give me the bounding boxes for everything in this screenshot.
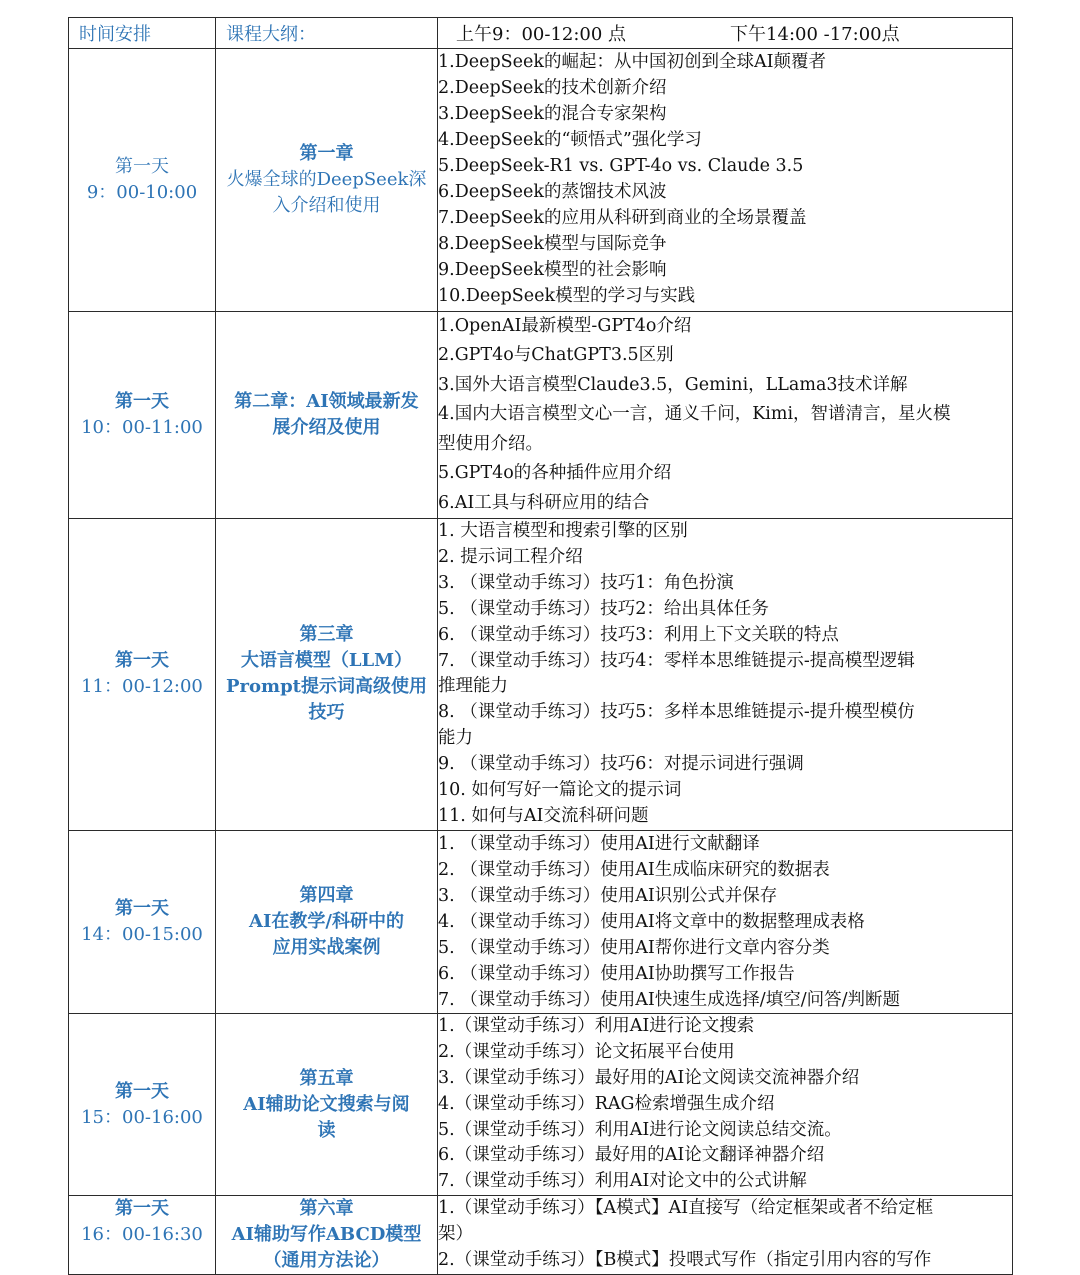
topic-item: 7.（课堂动手练习）利用AI对论文中的公式讲解	[438, 1171, 807, 1192]
topic-item: 推理能力	[438, 676, 508, 697]
chapter-title-line: AI辅助写作ABCD模型	[231, 1224, 422, 1246]
chapter-title-line: 大语言模型（LLM）	[240, 650, 413, 672]
topics-cell	[438, 1196, 1013, 1275]
topic-item: 11. 如何与AI交流科研问题	[438, 805, 649, 826]
chapter-title-line: 应用实战案例	[272, 936, 381, 958]
topic-item: 4.国内大语言模型文心一言，通义千问，Kimi，智谱清言，星火模	[438, 404, 951, 425]
header-session-hours	[438, 18, 1013, 49]
chapter-title-line: 第六章	[299, 1198, 354, 1220]
chapter-cell	[216, 830, 438, 1013]
topic-item: 3.DeepSeek的混合专家架构	[438, 104, 667, 125]
time-cell	[69, 1196, 216, 1275]
topic-item: 2. （课堂动手练习）使用AI生成临床研究的数据表	[438, 859, 830, 880]
topic-item: 6.（课堂动手练习）最好用的AI论文翻译神器介绍	[438, 1145, 825, 1166]
topic-item: 5. （课堂动手练习）使用AI帮你进行文章内容分类	[438, 937, 830, 958]
schedule-row	[69, 1013, 1013, 1195]
afternoon-hours: 下午14:00 -17:00点	[730, 24, 900, 45]
chapter-title-line: AI辅助论文搜索与阅	[243, 1093, 410, 1115]
chapter-title-line: 第二章：AI领域最新发	[234, 391, 419, 412]
day-label: 第一天	[115, 391, 169, 412]
course-schedule-table	[68, 17, 1013, 1275]
topic-item: 3. （课堂动手练习）技巧1：角色扮演	[438, 572, 734, 593]
topic-item: 7. （课堂动手练习）技巧4：零样本思维链提示-提高模型逻辑	[438, 650, 915, 671]
topics-cell	[438, 519, 1013, 831]
topics-cell	[438, 1013, 1013, 1195]
topic-item: 能力	[438, 728, 473, 749]
day-label: 第一天	[115, 1198, 169, 1220]
chapter-title-line: 第一章	[299, 143, 354, 164]
morning-hours: 上午9：00-12:00 点	[456, 24, 627, 45]
chapter-title-line: 读	[317, 1119, 336, 1141]
chapter-cell	[216, 49, 438, 312]
time-cell	[69, 312, 216, 519]
topic-item: 5.（课堂动手练习）利用AI进行论文阅读总结交流。	[438, 1119, 842, 1140]
topic-item: 3.（课堂动手练习）最好用的AI论文阅读交流神器介绍	[438, 1067, 860, 1088]
topic-item: 6. （课堂动手练习）使用AI协助撰写工作报告	[438, 963, 795, 984]
chapter-title-line: 第五章	[299, 1067, 354, 1089]
topic-item: 架）	[438, 1224, 473, 1245]
header-time-label: 时间安排	[69, 18, 216, 49]
time-range: 10：00-11:00	[81, 417, 203, 438]
topic-item: 4.（课堂动手练习）RAG检索增强生成介绍	[438, 1093, 775, 1114]
topic-item: 6. （课堂动手练习）技巧3：利用上下文关联的特点	[438, 624, 839, 645]
schedule-row	[69, 49, 1013, 312]
schedule-row	[69, 830, 1013, 1013]
chapter-title-line: 展介绍及使用	[272, 417, 381, 438]
topic-item: 7. （课堂动手练习）使用AI快速生成选择/填空/问答/判断题	[438, 989, 900, 1010]
day-label: 第一天	[115, 650, 169, 672]
chapter-title-line: AI在教学/科研中的	[249, 910, 404, 932]
time-range: 11：00-12:00	[81, 676, 203, 698]
topic-item: 3.国外大语言模型Claude3.5，Gemini，LLama3技术详解	[438, 374, 908, 395]
topic-item: 2.DeepSeek的技术创新介绍	[438, 78, 667, 99]
topic-item: 6.DeepSeek的蒸馏技术风波	[438, 182, 667, 202]
topic-item: 6.AI工具与科研应用的结合	[438, 492, 650, 513]
topic-item: 2.GPT4o与ChatGPT3.5区别	[438, 345, 674, 366]
chapter-title-line: 第三章	[299, 624, 354, 646]
schedule-row	[69, 519, 1013, 831]
topic-item: 1. （课堂动手练习）使用AI进行文献翻译	[438, 833, 760, 854]
time-cell	[69, 519, 216, 831]
topic-item: 9. （课堂动手练习）技巧6：对提示词进行强调	[438, 754, 804, 775]
topic-item: 2.（课堂动手练习）【B模式】投喂式写作（指定引用内容的写作	[438, 1250, 932, 1271]
topic-item: 1.OpenAI最新模型-GPT4o介绍	[438, 316, 692, 337]
topics-cell	[438, 49, 1013, 312]
topic-item: 4. （课堂动手练习）使用AI将文章中的数据整理成表格	[438, 911, 865, 932]
time-range: 15：00-16:00	[81, 1106, 203, 1128]
topics-cell	[438, 312, 1013, 519]
time-range: 14：00-15:00	[81, 923, 203, 945]
chapter-title-line: 第四章	[299, 884, 354, 906]
topic-item: 8. （课堂动手练习）技巧5：多样本思维链提示-提升模型模仿	[438, 702, 915, 723]
chapter-title-line: 入介绍和使用	[272, 195, 381, 216]
topics-cell	[438, 830, 1013, 1013]
time-cell	[69, 1013, 216, 1195]
chapter-cell	[216, 519, 438, 831]
topic-item: 3. （课堂动手练习）使用AI识别公式并保存	[438, 885, 778, 906]
topic-item: 1.（课堂动手练习）【A模式】AI直接写（给定框架或者不给定框	[438, 1198, 934, 1219]
schedule-row	[69, 1196, 1013, 1275]
topic-item: 8.DeepSeek模型与国际竞争	[438, 233, 667, 254]
chapter-title-line: 技巧	[308, 702, 345, 724]
topic-item: 9.DeepSeek模型的社会影响	[438, 259, 667, 280]
topic-item: 10. 如何写好一篇论文的提示词	[438, 780, 682, 801]
topic-item: 4.DeepSeek的“顿悟式”强化学习	[438, 130, 702, 151]
topic-item: 5. （课堂动手练习）技巧2：给出具体任务	[438, 598, 769, 619]
topic-item: 型使用介绍。	[438, 433, 543, 454]
header-outline-label: 课程大纲：	[216, 18, 438, 49]
chapter-cell	[216, 1196, 438, 1275]
time-cell	[69, 830, 216, 1013]
topic-item: 5.GPT4o的各种插件应用介绍	[438, 463, 672, 484]
time-range: 16：00-16:30	[81, 1224, 203, 1246]
chapter-title-line: 火爆全球的DeepSeek深	[226, 169, 427, 190]
topic-item: 7.DeepSeek的应用从科研到商业的全场景覆盖	[438, 207, 807, 228]
topic-item: 2. 提示词工程介绍	[438, 546, 583, 567]
chapter-title-line: （通用方法论）	[263, 1250, 390, 1272]
topic-item: 5.DeepSeek-R1 vs. GPT-4o vs. Claude 3.5	[438, 156, 804, 177]
day-label: 第一天	[115, 156, 169, 177]
topic-item: 1.（课堂动手练习）利用AI进行论文搜索	[438, 1015, 755, 1036]
header-row	[69, 18, 1013, 49]
chapter-cell	[216, 1013, 438, 1195]
time-cell	[69, 49, 216, 312]
chapter-cell	[216, 312, 438, 519]
chapter-title-line: Prompt提示词高级使用	[226, 676, 427, 698]
time-range: 9：00-10:00	[86, 182, 198, 203]
schedule-row	[69, 312, 1013, 519]
topic-item: 2.（课堂动手练习）论文拓展平台使用	[438, 1041, 735, 1062]
topic-item: 1. 大语言模型和搜索引擎的区别	[438, 521, 688, 541]
day-label: 第一天	[115, 897, 169, 919]
day-label: 第一天	[115, 1080, 169, 1102]
topic-item: 10.DeepSeek模型的学习与实践	[438, 285, 696, 306]
topic-item: 1.DeepSeek的崛起：从中国初创到全球AI颠覆者	[438, 52, 826, 73]
